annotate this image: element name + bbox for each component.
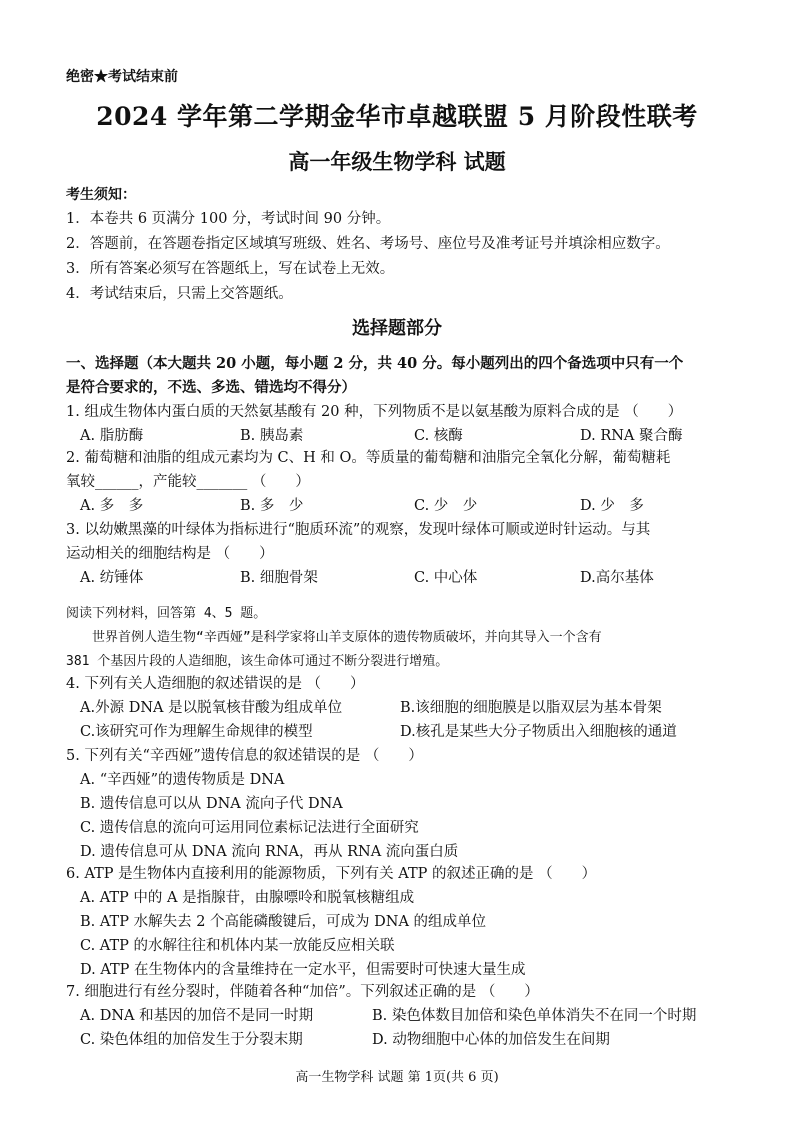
question-4-option-b: B.该细胞的细胞膜是以脂双层为基本骨架	[400, 700, 662, 716]
note-item: 1．本卷共 6 页满分 100 分，考试时间 90 分钟。	[66, 211, 391, 227]
instructions-line: 是符合要求的，不选、多选、错选均不得分）	[66, 379, 356, 396]
question-2-option-c: C. 少 少	[414, 498, 478, 514]
page-footer: 高一生物学科 试题 第 1页(共 6 页)	[295, 1070, 499, 1085]
question-6-option-a: A. ATP 中的 A 是指腺苷，由腺嘌呤和脱氧核糖组成	[80, 890, 415, 906]
confidential-label: 绝密★考试结束前	[66, 69, 178, 85]
section-title: 选择题部分	[352, 318, 442, 339]
question-6-stem: 6. ATP 是生物体内直接利用的能源物质，下列有关 ATP 的叙述正确的是 （ ）	[66, 866, 597, 882]
question-6-option-d: D. ATP 在生物体内的含量维持在一定水平，但需要时可快速大量生成	[80, 962, 526, 978]
question-7-stem: 7. 细胞进行有丝分裂时，伴随着各种“加倍”。下列叙述正确的是 （ ）	[66, 984, 539, 1000]
question-7-option-a: A. DNA 和基因的加倍不是同一时期	[80, 1008, 314, 1024]
reading-paragraph: 世界首例人造生物“辛西娅”是科学家将山羊支原体的遗传物质破坏，并向其导入一个含有	[92, 630, 602, 645]
question-5-option-d: D. 遗传信息可从 DNA 流向 RNA，再从 RNA 流向蛋白质	[80, 844, 459, 860]
question-7-option-c: C. 染色体组的加倍发生于分裂末期	[80, 1032, 303, 1048]
question-1-option-b: B. 胰岛素	[240, 428, 304, 444]
question-1-option-d: D. RNA 聚合酶	[580, 428, 683, 444]
question-4-option-a: A.外源 DNA 是以脱氧核苷酸为组成单位	[80, 700, 343, 716]
question-4-option-d: D.核孔是某些大分子物质出入细胞核的通道	[400, 724, 677, 740]
question-1-option-a: A. 脂肪酶	[80, 428, 144, 444]
question-1-stem: 1. 组成生物体内蛋白质的天然氨基酸有 20 种，下列物质不是以氨基酸为原料合成的是 （ ）	[66, 404, 683, 420]
reading-paragraph: 381 个基因片段的人造细胞，该生命体可通过不断分裂进行增殖。	[66, 654, 449, 669]
question-2-stem-cont: 氧较______，产能较_______ （ ）	[66, 474, 310, 490]
question-2-option-b: B. 多 少	[240, 498, 304, 514]
question-5-option-c: C. 遗传信息的流向可运用同位素标记法进行全面研究	[80, 820, 419, 836]
question-3-option-c: C. 中心体	[414, 570, 478, 586]
question-6-option-c: C. ATP 的水解往往和机体内某一放能反应相关联	[80, 938, 395, 954]
question-3-stem-cont: 运动相关的细胞结构是 （ ）	[66, 546, 274, 562]
reading-intro: 阅读下列材料，回答第 4、5 题。	[66, 606, 267, 621]
note-item: 3．所有答案必须写在答题纸上，写在试卷上无效。	[66, 261, 395, 277]
question-5-stem: 5. 下列有关“辛西娅”遗传信息的叙述错误的是 （ ）	[66, 748, 423, 764]
question-2-stem: 2. 葡萄糖和油脂的组成元素均为 C、H 和 O。等质量的葡萄糖和油脂完全氧化分解，葡萄糖耗	[66, 450, 671, 466]
note-item: 4．考试结束后，只需上交答题纸。	[66, 286, 293, 302]
question-5-option-a: A. “辛西娅”的遗传物质是 DNA	[80, 772, 285, 788]
notes-heading: 考生须知：	[66, 187, 136, 203]
question-3-option-d: D.高尔基体	[580, 570, 654, 586]
question-4-stem: 4. 下列有关人造细胞的叙述错误的是 （ ）	[66, 676, 365, 692]
instructions-line: 一、选择题（本大题共 20 小题，每小题 2 分，共 40 分。每小题列出的四个备选项中只有一个	[66, 355, 684, 372]
note-item: 2．答题前，在答题卷指定区域填写班级、姓名、考场号、座位号及准考证号并填涂相应数字。	[66, 236, 670, 252]
question-2-option-a: A. 多 多	[80, 498, 144, 514]
question-5-option-b: B. 遗传信息可以从 DNA 流向子代 DNA	[80, 796, 343, 812]
question-2-option-d: D. 少 多	[580, 498, 644, 514]
question-7-option-b: B. 染色体数目加倍和染色单体消失不在同一个时期	[372, 1008, 697, 1024]
question-3-option-a: A. 纺锤体	[80, 570, 144, 586]
question-4-option-c: C.该研究可作为理解生命规律的模型	[80, 724, 313, 740]
question-6-option-b: B. ATP 水解失去 2 个高能磷酸键后，可成为 DNA 的组成单位	[80, 914, 487, 930]
question-3-option-b: B. 细胞骨架	[240, 570, 318, 586]
exam-title: 2024 学年第二学期金华市卓越联盟 5 月阶段性联考	[96, 102, 698, 131]
question-1-option-c: C. 核酶	[414, 428, 463, 444]
question-3-stem: 3. 以幼嫩黑藻的叶绿体为指标进行“胞质环流”的观察，发现叶绿体可顺或逆时针运动。与其	[66, 522, 651, 538]
question-7-option-d: D. 动物细胞中心体的加倍发生在间期	[372, 1032, 610, 1048]
exam-subtitle: 高一年级生物学科 试题	[288, 149, 506, 174]
